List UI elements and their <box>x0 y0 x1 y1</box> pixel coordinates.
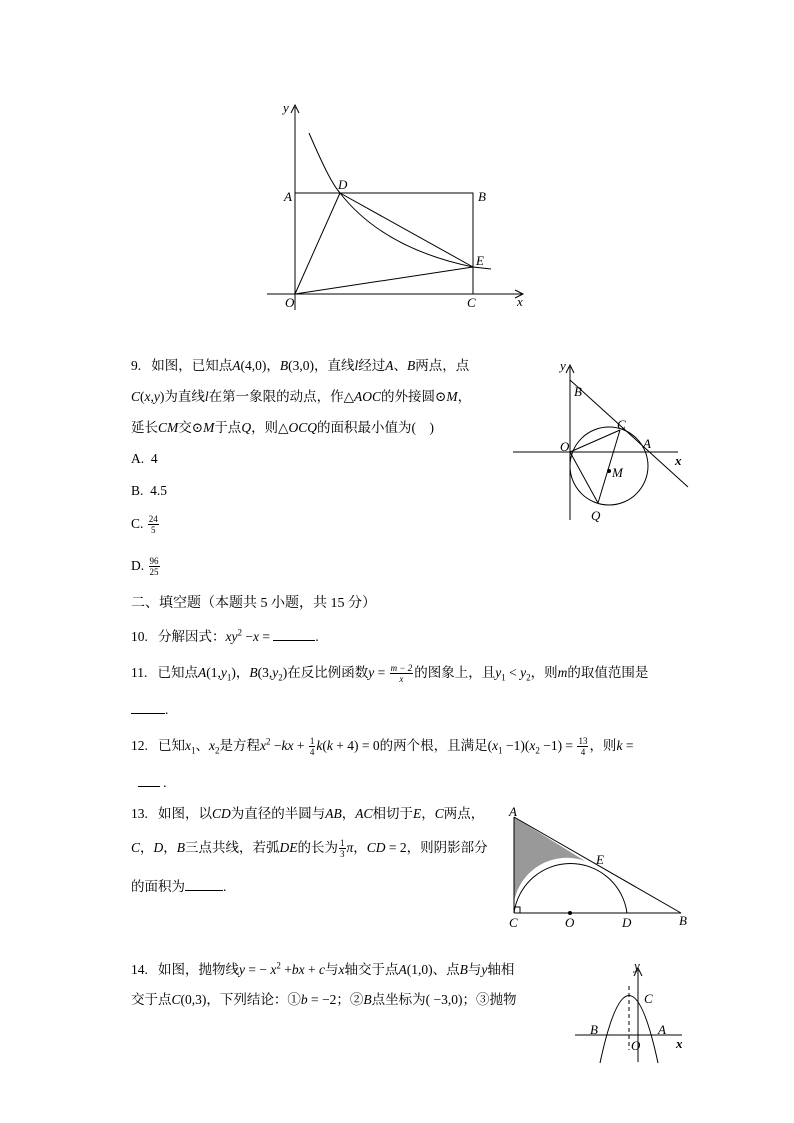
q9-line1: 9. 如图，已知点A(4,0)，B(3,0)，直线l经过A、B两点，点 <box>131 358 470 373</box>
label-x: x <box>675 453 682 468</box>
label-E: E <box>476 253 484 268</box>
q9-option-a[interactable]: A. 4 <box>131 451 158 466</box>
label-B: B <box>478 189 486 204</box>
q13-line2: C，D，B三点共线，若弧DE的长为 $\frac{1}{3}$ π，CD = 2，则阴影部分 <box>131 838 488 860</box>
q14-figure <box>572 958 692 1068</box>
q14-line2: 交于点C(0,3)，下列结论：①b = −2；②B点坐标为( −3,0)；③抛物 <box>131 992 517 1007</box>
label-O: O <box>631 1038 641 1053</box>
label-E: E <box>596 852 604 867</box>
q9-option-d[interactable]: D. $\frac{96}{25}$ <box>131 556 159 578</box>
top-figure <box>255 95 545 320</box>
label-D: D <box>622 915 632 930</box>
q9-line3: 延长CM交⊙M于点Q，则△OCQ的面积最小值为( ) <box>131 420 434 435</box>
q14-line1: 14. 如图，抛物线y = − $x^2 +bx + c$与x轴交于点A(1,0)、点B与y轴相 <box>131 960 515 977</box>
label-B: B <box>590 1022 598 1037</box>
rectangle <box>295 193 473 294</box>
q11-answer-blank[interactable] <box>131 699 165 714</box>
line-OD <box>295 193 340 294</box>
q11-line1: 11. 已知点$A(1,y_1)$，$B(3,y_2)$在反比例函数y = $\frac{m - 2}{x}$ 的图象上，且$y_1 < y_2$，则m的取值范围是 <box>131 663 649 685</box>
label-C: C <box>644 991 653 1006</box>
section-2-title: 二、填空题（本题共 5 小题，共 15 分） <box>131 596 376 611</box>
label-C: C <box>467 295 476 310</box>
q12-line2: . <box>131 772 167 793</box>
q10: 10. 分解因式：$xy^2 -x$ = . <box>131 627 319 644</box>
point-M <box>607 469 611 473</box>
label-y: y <box>560 358 566 373</box>
q12-line1: 12. 已知$x_1$、$x_2$是方程$x^2 -kx$ + $\frac{1}{4}$ k(k + 4) = 0的两个根，且满足$(x_1 -1)(x_2 -1)$ = $\frac{13}{4}$ ，则k = <box>131 736 634 758</box>
line-OE <box>295 267 473 294</box>
label-A: A <box>643 436 651 451</box>
label-x: x <box>517 294 523 309</box>
label-A: A <box>284 189 292 204</box>
q13-line1: 13. 如图，以CD为直径的半圆与AB，AC相切于E，C两点， <box>131 806 485 821</box>
q13-line3: 的面积为 . <box>131 876 226 897</box>
label-B: B <box>574 384 582 399</box>
q11-line2: . <box>131 699 168 720</box>
label-A: A <box>509 805 517 819</box>
line-DE <box>340 193 473 267</box>
q9-option-c[interactable]: C. $\frac{24}{5}$ <box>131 514 158 536</box>
label-C: C <box>617 417 626 432</box>
q12-answer-blank[interactable] <box>138 772 160 787</box>
label-Q: Q <box>591 508 601 523</box>
q13-answer-blank[interactable] <box>185 876 223 891</box>
label-B: B <box>679 913 687 928</box>
label-O: O <box>565 915 575 930</box>
line-OC <box>570 430 620 452</box>
q9-option-b[interactable]: B. 4.5 <box>131 483 168 498</box>
label-A: A <box>658 1022 666 1037</box>
label-O: O <box>560 439 570 454</box>
label-y: y <box>634 958 640 973</box>
label-D: D <box>338 177 348 192</box>
label-C: C <box>509 915 518 930</box>
q10-answer-blank[interactable] <box>273 626 315 641</box>
label-M: M <box>612 465 623 480</box>
q9-figure <box>510 355 695 525</box>
q13-figure <box>503 805 695 930</box>
label-x: x <box>676 1036 683 1051</box>
label-y: y <box>283 100 289 115</box>
q9-line2: C(x,y)为直线l在第一象限的动点，作△AOC的外接圆⊙M， <box>131 389 472 404</box>
label-O: O <box>285 295 295 310</box>
shaded-region <box>514 817 585 913</box>
